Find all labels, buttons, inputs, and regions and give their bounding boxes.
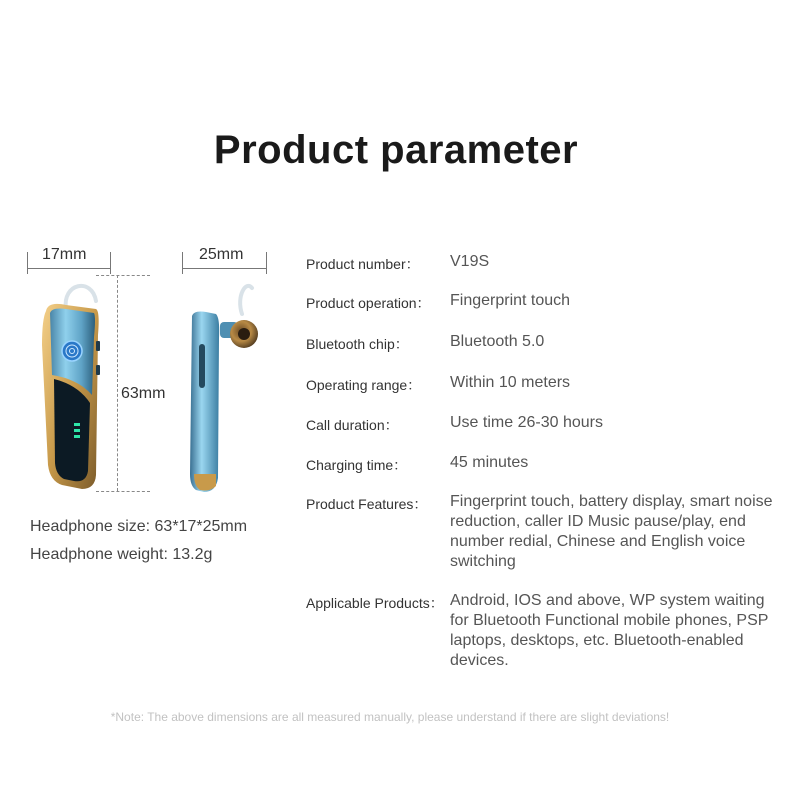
headphone-side-image [186,278,266,496]
param-label-operating-range: Operating range： [306,377,422,393]
dim-side-width-label: 25mm [199,246,244,263]
dim-side-right-tick [266,252,267,274]
disclaimer-note: *Note: The above dimensions are all measured manually, please understand if there are slight deviations! [110,710,670,724]
headphone-weight-text: Headphone weight: 13.2g [30,546,213,563]
side-body-shell [190,312,219,493]
battery-led-1 [74,423,80,426]
dim-front-right-tick [110,252,111,274]
param-value-product-number: V19S [450,253,490,270]
side-button [96,365,100,375]
side-switch [199,344,205,388]
dim-height-label: 63mm [121,385,166,402]
battery-led-2 [74,429,80,432]
param-label-applicable-products: Applicable Products： [306,595,444,611]
page-title: Product parameter [213,128,579,172]
param-value-product-features: Fingerprint touch, battery display, smart noise reduction, caller ID Music pause/play, end number redial, Chinese and English voice switching [450,493,773,570]
param-value-charging-time: 45 minutes [450,454,529,471]
param-label-product-operation: Product operation： [306,295,431,311]
param-value-bluetooth-chip: Bluetooth 5.0 [450,333,545,350]
battery-led-3 [74,435,80,438]
fingerprint-icon [62,341,82,361]
param-label-charging-time: Charging time： [306,457,408,473]
headphone-front-image [38,275,106,497]
param-value-product-operation: Fingerprint touch [450,292,571,309]
ear-hook [240,286,252,314]
dim-front-left-tick [27,252,28,274]
dim-side-left-tick [182,252,183,274]
param-value-applicable-products: Android, IOS and above, WP system waiting for Bluetooth Functional mobile phones, PSP laptops, desktops, etc. Bluetooth-enabled devices. [450,592,769,669]
dim-front-width-line [27,268,110,269]
param-label-product-number: Product number： [306,256,420,272]
dim-height-line [117,275,118,491]
dim-front-width-label: 17mm [42,246,87,263]
param-label-call-duration: Call duration： [306,417,399,433]
ear-hook [66,286,96,309]
dim-side-width-line [182,268,266,269]
headphone-size-text: Headphone size: 63*17*25mm [30,518,248,535]
param-label-product-features: Product Features： [306,496,428,512]
side-button [96,341,100,351]
param-label-bluetooth-chip: Bluetooth chip： [306,336,409,352]
param-value-operating-range: Within 10 meters [450,374,571,391]
param-value-call-duration: Use time 26-30 hours [450,414,603,431]
